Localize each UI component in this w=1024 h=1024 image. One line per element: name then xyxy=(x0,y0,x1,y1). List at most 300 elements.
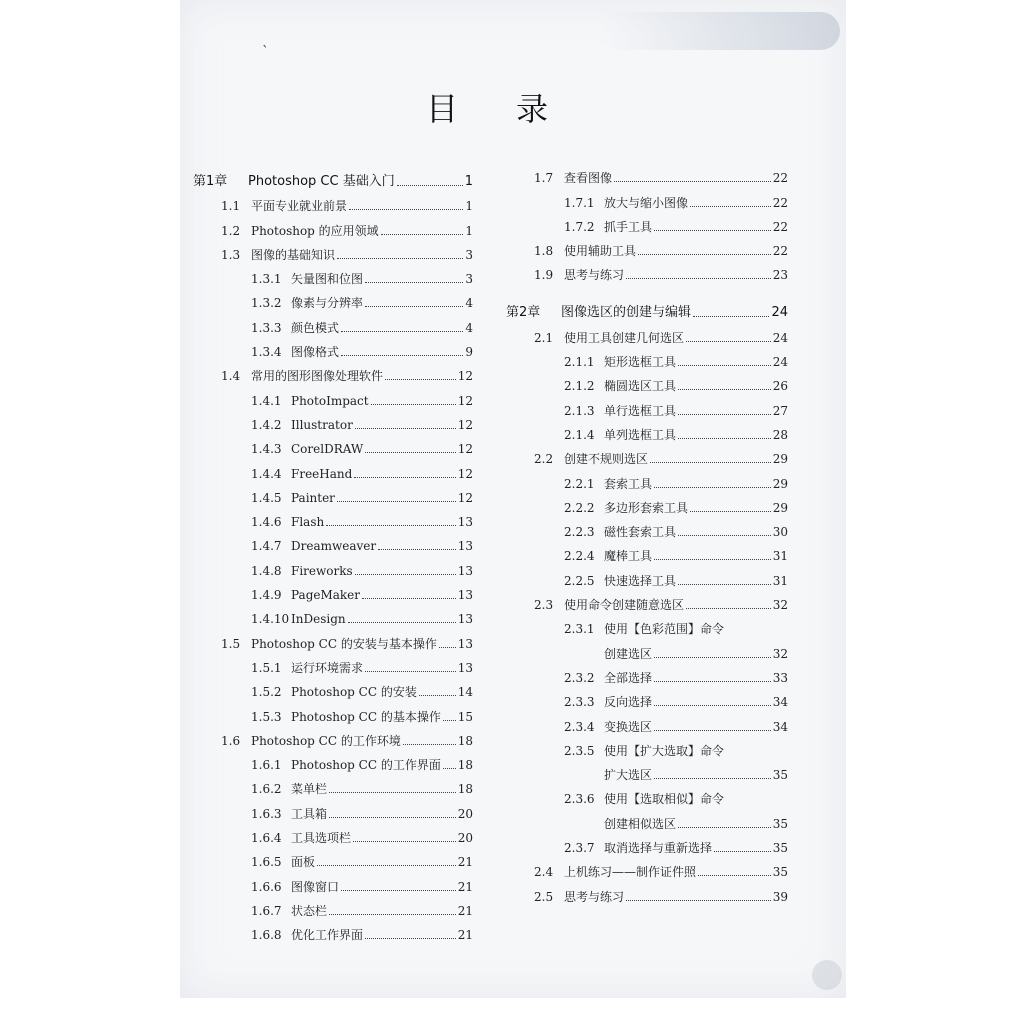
toc-entry[interactable] xyxy=(193,237,473,261)
toc-page-number: 32 xyxy=(772,598,788,613)
toc-entry[interactable] xyxy=(506,392,788,416)
dot-leader xyxy=(698,875,771,876)
toc-entry[interactable] xyxy=(193,698,473,722)
toc-entry[interactable] xyxy=(506,344,788,368)
toc-entry-title: Photoshop CC 的基本操作 xyxy=(291,709,441,724)
toc-entry-title: Flash xyxy=(291,515,325,530)
dot-leader xyxy=(678,827,771,828)
toc-entry[interactable] xyxy=(506,781,788,805)
toc-entry-number: 1.4 xyxy=(221,369,241,384)
toc-entry-title: 快速选择工具 xyxy=(604,573,677,588)
dot-leader xyxy=(341,890,456,891)
toc-entry-title: 上机练习——制作证件照 xyxy=(564,865,697,880)
page-mark: ` xyxy=(262,44,269,60)
toc-entry[interactable] xyxy=(506,209,788,233)
toc-entry[interactable] xyxy=(193,358,473,382)
toc-page-number: 12 xyxy=(457,466,473,481)
dot-leader xyxy=(349,209,463,210)
toc-entry-title: 使用辅助工具 xyxy=(564,244,637,259)
bleed-through-header xyxy=(600,12,840,50)
toc-entry[interactable] xyxy=(506,830,788,854)
toc-page-number: 18 xyxy=(457,733,473,748)
toc-entry-title: Photoshop CC 的安装与基本操作 xyxy=(251,636,437,651)
toc-entry-title: 矢量图和位图 xyxy=(291,272,364,287)
toc-page-number: 31 xyxy=(772,549,788,564)
dot-leader xyxy=(326,525,456,526)
toc-entry[interactable] xyxy=(506,441,788,465)
toc-entry-title: PhotoImpact xyxy=(291,393,369,408)
toc-entry[interactable] xyxy=(506,562,788,586)
toc-page-number: 13 xyxy=(457,636,473,651)
toc-entry-number: 2.1.2 xyxy=(564,379,595,394)
toc-page-number: 35 xyxy=(772,841,788,856)
toc-entry[interactable] xyxy=(193,747,473,771)
toc-entry[interactable] xyxy=(506,805,788,829)
toc-heading: 目录 xyxy=(426,90,607,128)
toc-page-number: 32 xyxy=(772,646,788,661)
dot-leader xyxy=(626,278,771,279)
dot-leader xyxy=(690,511,771,512)
dot-leader xyxy=(714,851,771,852)
toc-entry-number: 1.7.1 xyxy=(564,195,595,210)
toc-entry-number: 1.1 xyxy=(221,199,241,214)
toc-page-number: 1 xyxy=(465,199,473,214)
dot-leader xyxy=(348,622,456,623)
toc-entry-title: Painter xyxy=(291,490,335,505)
toc-entry-number: 2.1 xyxy=(534,330,554,345)
toc-entry[interactable] xyxy=(506,160,788,184)
toc-page-number: 34 xyxy=(772,719,788,734)
toc-entry-title: 创建相似选区 xyxy=(604,816,677,831)
toc-entry[interactable] xyxy=(506,684,788,708)
toc-entry[interactable] xyxy=(193,552,473,576)
toc-page-number: 30 xyxy=(772,525,788,540)
toc-entry-number: 2.1.3 xyxy=(564,403,595,418)
toc-entry-title: 面板 xyxy=(291,855,316,870)
toc-entry-number: 2.4 xyxy=(534,865,554,880)
toc-entry[interactable] xyxy=(506,319,788,343)
toc-page-number: 21 xyxy=(457,855,473,870)
toc-entry-number: 1.4.10 xyxy=(251,612,290,627)
toc-entry[interactable] xyxy=(506,257,788,281)
toc-entry-number: 1.4.8 xyxy=(251,563,282,578)
toc-entry-title: 磁性套索工具 xyxy=(604,525,677,540)
dot-leader xyxy=(341,331,463,332)
dot-leader xyxy=(654,487,771,488)
toc-entry-number: 2.2.1 xyxy=(564,476,595,491)
dot-leader xyxy=(378,549,456,550)
toc-page-number: 9 xyxy=(465,345,473,360)
toc-entry-number: 1.6.2 xyxy=(251,782,282,797)
dot-leader xyxy=(443,768,456,769)
toc-entry[interactable] xyxy=(193,723,473,747)
toc-entry-number: 1.9 xyxy=(534,268,554,283)
toc-page-number: 12 xyxy=(457,369,473,384)
toc-page-number: 21 xyxy=(457,928,473,943)
dot-leader xyxy=(354,477,455,478)
toc-page-number: 35 xyxy=(772,768,788,783)
dot-leader xyxy=(686,341,771,342)
toc-entry-title: 抓手工具 xyxy=(604,219,653,234)
toc-entry-title: Photoshop CC 基础入门 xyxy=(248,174,395,189)
dot-leader xyxy=(693,316,769,317)
toc-page-number: 22 xyxy=(772,219,788,234)
toc-entry[interactable] xyxy=(506,417,788,441)
toc-entry-number: 2.3.7 xyxy=(564,841,595,856)
dot-leader xyxy=(397,185,463,186)
dot-leader xyxy=(355,428,456,429)
toc-entry[interactable] xyxy=(193,674,473,698)
toc-page-number: 24 xyxy=(772,355,788,370)
toc-entry-number: 2.3.4 xyxy=(564,719,595,734)
dot-leader xyxy=(403,744,456,745)
toc-entry-title: 优化工作界面 xyxy=(291,928,364,943)
toc-entry-number: 1.6.5 xyxy=(251,855,282,870)
toc-page-number: 27 xyxy=(772,403,788,418)
toc-entry[interactable] xyxy=(193,917,473,941)
toc-page-number: 18 xyxy=(457,758,473,773)
toc-entry-number: 1.6.6 xyxy=(251,879,282,894)
dot-leader xyxy=(381,234,464,235)
dot-leader xyxy=(678,414,771,415)
toc-entry[interactable] xyxy=(193,844,473,868)
toc-entry[interactable] xyxy=(193,188,473,212)
toc-entry[interactable] xyxy=(193,868,473,892)
toc-entry-number: 2.3 xyxy=(534,598,554,613)
toc-entry-title: InDesign xyxy=(291,612,346,627)
toc-entry[interactable] xyxy=(193,309,473,333)
toc-entry-number: 1.5.2 xyxy=(251,685,282,700)
toc-entry-title: Fireworks xyxy=(291,563,353,578)
toc-entry[interactable] xyxy=(506,660,788,684)
toc-entry-title: 颜色模式 xyxy=(291,320,340,335)
toc-entry-title: 平面专业就业前景 xyxy=(251,199,348,214)
toc-entry-number: 2.3.1 xyxy=(564,622,595,637)
dot-leader xyxy=(365,282,463,283)
toc-entry[interactable] xyxy=(193,601,473,625)
toc-page-number: 35 xyxy=(772,865,788,880)
dot-leader xyxy=(654,778,771,779)
toc-entry-title: 图像窗口 xyxy=(291,879,340,894)
toc-entry[interactable] xyxy=(506,635,788,659)
toc-entry-title: 创建不规则选区 xyxy=(564,452,649,467)
toc-entry-title: 使用命令创建随意选区 xyxy=(564,598,685,613)
toc-entry[interactable] xyxy=(193,431,473,455)
toc-entry-title: 扩大选区 xyxy=(604,768,653,783)
dot-leader xyxy=(365,306,463,307)
dot-leader xyxy=(419,695,456,696)
toc-entry-title: 查看图像 xyxy=(564,171,613,186)
toc-entry-title: 魔棒工具 xyxy=(604,549,653,564)
toc-entry-title: Photoshop CC 的工作环境 xyxy=(251,733,401,748)
toc-entry-number: 2.5 xyxy=(534,889,554,904)
toc-entry-title: 创建选区 xyxy=(604,646,653,661)
toc-page-number: 3 xyxy=(465,247,473,262)
toc-entry[interactable] xyxy=(506,611,788,635)
toc-entry-title: PageMaker xyxy=(291,588,361,603)
dot-leader xyxy=(365,452,455,453)
dot-leader xyxy=(654,705,771,706)
toc-page-number: 29 xyxy=(772,476,788,491)
toc-entry-number: 1.6 xyxy=(221,733,241,748)
dot-leader xyxy=(317,865,456,866)
toc-page-number: 20 xyxy=(457,806,473,821)
toc-page-number: 26 xyxy=(772,379,788,394)
toc-entry-number: 1.4.3 xyxy=(251,442,282,457)
toc-entry-title: FreeHand xyxy=(291,466,353,481)
dot-leader xyxy=(337,258,463,259)
toc-right-column xyxy=(506,160,788,903)
toc-entry-title: 图像选区的创建与编辑 xyxy=(561,305,692,321)
toc-entry[interactable] xyxy=(506,465,788,489)
toc-entry-number: 2.2 xyxy=(534,452,554,467)
toc-entry-number: 1.5.1 xyxy=(251,660,282,675)
toc-page-number: 18 xyxy=(457,782,473,797)
toc-entry-title: 思考与练习 xyxy=(564,889,625,904)
dot-leader xyxy=(650,462,771,463)
toc-entry-title: 工具箱 xyxy=(291,806,328,821)
toc-entry-number: 第2章 xyxy=(506,305,541,321)
toc-entry[interactable] xyxy=(193,285,473,309)
toc-entry-title: 变换选区 xyxy=(604,719,653,734)
toc-entry-number: 1.3.4 xyxy=(251,345,282,360)
toc-page-number: 12 xyxy=(457,490,473,505)
toc-entry-title: 常用的图形图像处理软件 xyxy=(251,369,384,384)
toc-entry-number: 1.3 xyxy=(221,247,241,262)
toc-entry-title: 使用工具创建几何选区 xyxy=(564,330,685,345)
toc-entry-number: 1.4.6 xyxy=(251,515,282,530)
dot-leader xyxy=(678,438,771,439)
toc-entry-number: 2.3.5 xyxy=(564,743,595,758)
dot-leader xyxy=(690,206,771,207)
toc-entry[interactable] xyxy=(193,771,473,795)
toc-entry-title: Illustrator xyxy=(291,417,353,432)
toc-page-number: 34 xyxy=(772,695,788,710)
toc-entry-title: 单行选框工具 xyxy=(604,403,677,418)
toc-page-number: 23 xyxy=(772,268,788,283)
toc-entry[interactable] xyxy=(193,382,473,406)
toc-page-number: 31 xyxy=(772,573,788,588)
toc-entry-title: 使用【扩大选取】命令 xyxy=(604,743,725,758)
toc-entry-number: 2.1.4 xyxy=(564,427,595,442)
toc-entry-number: 1.4.2 xyxy=(251,417,282,432)
toc-page-number: 22 xyxy=(772,244,788,259)
dot-leader xyxy=(329,914,456,915)
toc-page-number: 1 xyxy=(464,174,473,189)
toc-entry-number: 1.6.3 xyxy=(251,806,282,821)
toc-entry[interactable] xyxy=(193,625,473,649)
dot-leader xyxy=(678,389,771,390)
toc-page-number: 14 xyxy=(457,685,473,700)
dot-leader xyxy=(678,535,771,536)
toc-page-number: 20 xyxy=(457,831,473,846)
toc-page-number: 12 xyxy=(457,442,473,457)
toc-entry-number: 1.4.7 xyxy=(251,539,282,554)
toc-entry-title: Photoshop CC 的工作界面 xyxy=(291,758,441,773)
toc-entry-title: 取消选择与重新选择 xyxy=(604,841,713,856)
toc-entry-number: 2.2.5 xyxy=(564,573,595,588)
toc-page-number: 22 xyxy=(772,195,788,210)
toc-entry-number: 1.3.2 xyxy=(251,296,282,311)
toc-entry-number: 1.4.9 xyxy=(251,588,282,603)
dot-leader xyxy=(337,501,456,502)
dot-leader xyxy=(365,938,456,939)
toc-entry[interactable] xyxy=(193,480,473,504)
toc-page-number: 4 xyxy=(465,320,473,335)
dot-leader xyxy=(385,379,456,380)
toc-entry-title: 放大与缩小图像 xyxy=(604,195,689,210)
dot-leader xyxy=(371,404,456,405)
dot-leader xyxy=(365,671,456,672)
toc-page-number: 24 xyxy=(772,330,788,345)
toc-page-number: 12 xyxy=(457,417,473,432)
dot-leader xyxy=(362,598,456,599)
toc-entry[interactable] xyxy=(193,893,473,917)
toc-page-number: 29 xyxy=(772,452,788,467)
toc-page-number: 15 xyxy=(457,709,473,724)
dot-leader xyxy=(341,355,463,356)
toc-entry[interactable] xyxy=(506,878,788,902)
toc-entry[interactable] xyxy=(506,233,788,257)
toc-page-number: 28 xyxy=(772,427,788,442)
toc-entry-title: Dreamweaver xyxy=(291,539,377,554)
toc-page-number: 21 xyxy=(457,903,473,918)
toc-entry-number: 1.4.4 xyxy=(251,466,282,481)
toc-entry[interactable] xyxy=(193,334,473,358)
toc-entry-number: 1.5 xyxy=(221,636,241,651)
toc-entry-title: 矩形选框工具 xyxy=(604,355,677,370)
dot-leader xyxy=(654,230,771,231)
toc-entry-number: 1.3.3 xyxy=(251,320,282,335)
toc-entry-title: CorelDRAW xyxy=(291,442,364,457)
dot-leader xyxy=(329,792,456,793)
toc-entry-title: 椭圆选区工具 xyxy=(604,379,677,394)
toc-entry-number: 1.6.8 xyxy=(251,928,282,943)
toc-entry[interactable] xyxy=(193,528,473,552)
toc-entry-number: 1.6.7 xyxy=(251,903,282,918)
bleed-through-mark xyxy=(812,960,842,990)
toc-entry-number: 2.3.2 xyxy=(564,670,595,685)
toc-entry-number: 1.8 xyxy=(534,244,554,259)
toc-entry-title: 工具选项栏 xyxy=(291,831,352,846)
toc-entry[interactable] xyxy=(193,261,473,285)
toc-entry[interactable] xyxy=(193,820,473,844)
toc-entry-number: 2.1.1 xyxy=(564,355,595,370)
toc-entry[interactable] xyxy=(506,854,788,878)
toc-entry-title: 单列选框工具 xyxy=(604,427,677,442)
toc-chapter-entry[interactable] xyxy=(193,160,473,188)
toc-entry[interactable] xyxy=(506,368,788,392)
toc-entry-number: 1.2 xyxy=(221,223,241,238)
toc-entry-title: 反向选择 xyxy=(604,695,653,710)
toc-entry-number: 2.2.4 xyxy=(564,549,595,564)
dot-leader xyxy=(353,841,456,842)
toc-page-number: 35 xyxy=(772,816,788,831)
dot-leader xyxy=(686,608,771,609)
dot-leader xyxy=(678,365,771,366)
toc-entry[interactable] xyxy=(193,577,473,601)
toc-entry-number: 1.4.1 xyxy=(251,393,282,408)
toc-entry-number: 2.2.2 xyxy=(564,500,595,515)
toc-page-number: 33 xyxy=(772,670,788,685)
toc-entry-title: 思考与练习 xyxy=(564,268,625,283)
toc-entry-title: Photoshop 的应用领域 xyxy=(251,223,379,238)
toc-entry-number: 2.3.6 xyxy=(564,792,595,807)
toc-entry[interactable] xyxy=(506,538,788,562)
toc-entry[interactable] xyxy=(506,514,788,538)
toc-page-number: 22 xyxy=(772,171,788,186)
toc-page-number: 12 xyxy=(457,393,473,408)
toc-entry-title: 图像的基础知识 xyxy=(251,247,336,262)
toc-left-column xyxy=(193,160,473,941)
toc-page-number: 13 xyxy=(457,515,473,530)
toc-entry[interactable] xyxy=(193,650,473,674)
toc-page-number: 13 xyxy=(457,588,473,603)
toc-entry-number: 1.3.1 xyxy=(251,272,282,287)
toc-entry-title: 图像格式 xyxy=(291,345,340,360)
toc-entry[interactable] xyxy=(506,184,788,208)
toc-entry[interactable] xyxy=(506,587,788,611)
toc-entry[interactable] xyxy=(193,455,473,479)
toc-entry-number: 1.7.2 xyxy=(564,219,595,234)
dot-leader xyxy=(443,720,456,721)
toc-page-number: 13 xyxy=(457,612,473,627)
toc-entry[interactable] xyxy=(193,504,473,528)
toc-entry-number: 1.6.1 xyxy=(251,758,282,773)
toc-entry-number: 1.6.4 xyxy=(251,831,282,846)
toc-page-number: 13 xyxy=(457,660,473,675)
toc-entry-number: 1.5.3 xyxy=(251,709,282,724)
toc-entry-title: Photoshop CC 的安装 xyxy=(291,685,417,700)
toc-entry[interactable] xyxy=(506,757,788,781)
toc-page-number: 1 xyxy=(465,223,473,238)
toc-entry-number: 1.7 xyxy=(534,171,554,186)
toc-entry-number: 2.2.3 xyxy=(564,525,595,540)
toc-entry[interactable] xyxy=(506,708,788,732)
dot-leader xyxy=(654,730,771,731)
dot-leader xyxy=(638,254,771,255)
toc-page-number: 13 xyxy=(457,563,473,578)
dot-leader xyxy=(678,584,771,585)
toc-page-number: 24 xyxy=(771,305,788,321)
toc-page-number: 3 xyxy=(465,272,473,287)
toc-page-number: 13 xyxy=(457,539,473,554)
toc-entry-title: 像素与分辨率 xyxy=(291,296,364,311)
toc-entry-number: 2.3.3 xyxy=(564,695,595,710)
dot-leader xyxy=(654,681,771,682)
toc-entry-title: 使用【选取相似】命令 xyxy=(604,792,725,807)
toc-page-number: 39 xyxy=(772,889,788,904)
dot-leader xyxy=(439,647,456,648)
toc-page-number: 21 xyxy=(457,879,473,894)
toc-entry-number: 第1章 xyxy=(193,174,228,189)
toc-chapter-entry[interactable] xyxy=(506,291,788,319)
toc-entry-title: 状态栏 xyxy=(291,903,328,918)
toc-entry[interactable] xyxy=(193,795,473,819)
toc-entry-title: 全部选择 xyxy=(604,670,653,685)
book-page xyxy=(180,0,846,998)
dot-leader xyxy=(614,181,771,182)
toc-entry-title: 使用【色彩范围】命令 xyxy=(604,622,725,637)
toc-entry[interactable] xyxy=(506,490,788,514)
toc-page-number: 4 xyxy=(465,296,473,311)
toc-entry-title: 套索工具 xyxy=(604,476,653,491)
toc-entry[interactable] xyxy=(193,407,473,431)
toc-entry[interactable] xyxy=(193,212,473,236)
toc-entry[interactable] xyxy=(506,733,788,757)
toc-entry-title: 多边形套索工具 xyxy=(604,500,689,515)
dot-leader xyxy=(654,657,771,658)
